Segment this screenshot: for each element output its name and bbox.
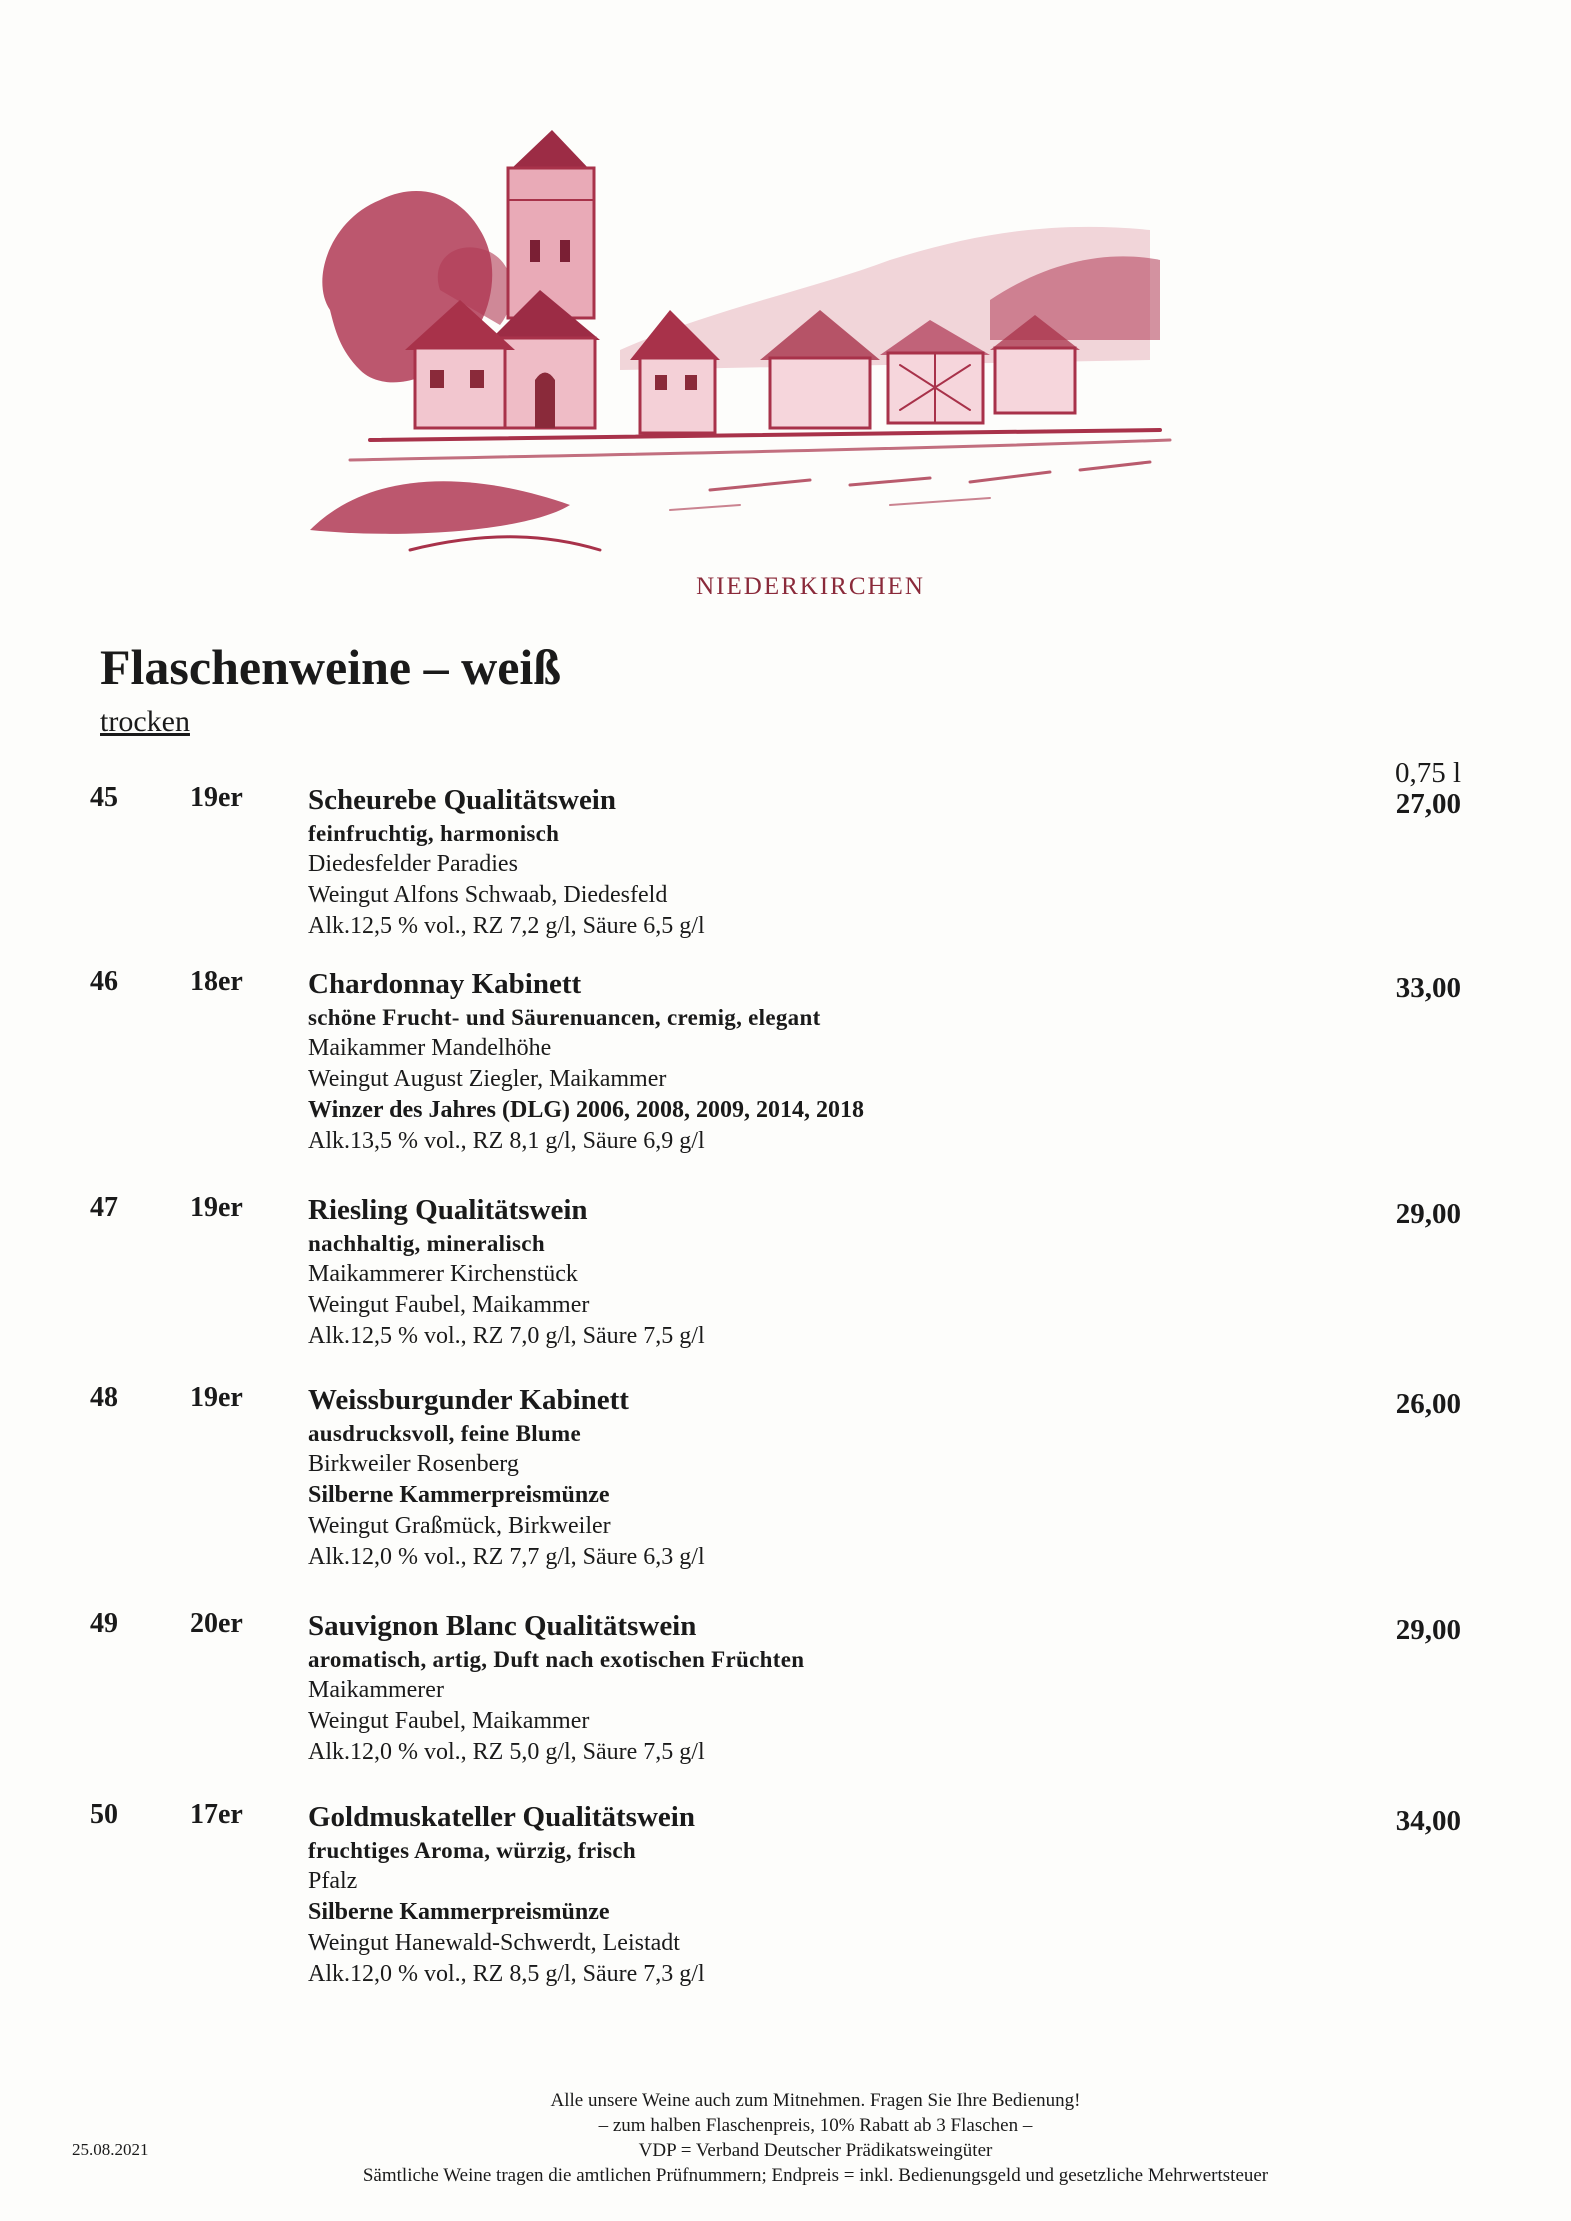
wine-analysis: Alk.12,5 % vol., RZ 7,0 g/l, Säure 7,5 g/l: [308, 1323, 705, 1349]
wine-site: Maikammerer Kirchenstück: [308, 1261, 578, 1287]
wine-site: Maikammerer: [308, 1677, 444, 1703]
wine-producer: Weingut Hanewald-Schwerdt, Leistadt: [308, 1930, 680, 1956]
wine-character: aromatisch, artig, Duft nach exotischen Früchten: [308, 1647, 805, 1672]
wine-analysis: Alk.13,5 % vol., RZ 8,1 g/l, Säure 6,9 g/l: [308, 1128, 705, 1154]
wine-analysis: Alk.12,0 % vol., RZ 7,7 g/l, Säure 6,3 g/l: [308, 1544, 705, 1570]
wine-producer: Weingut Graßmück, Birkweiler: [308, 1513, 611, 1539]
subtitle: trocken: [100, 705, 190, 738]
town-name: NIEDERKIRCHEN: [696, 573, 925, 600]
wine-vintage: 19er: [190, 1382, 243, 1413]
wine-character: nachhaltig, mineralisch: [308, 1231, 545, 1256]
wine-vintage: 19er: [190, 1192, 243, 1223]
page-title: Flaschenweine – weiß: [100, 639, 562, 695]
wine-name: Sauvignon Blanc Qualitätswein: [308, 1610, 697, 1642]
wine-vintage: 18er: [190, 966, 243, 997]
wine-name: Weissburgunder Kabinett: [308, 1384, 629, 1416]
wine-number: 49: [90, 1608, 118, 1639]
wine-producer: Weingut August Ziegler, Maikammer: [308, 1066, 667, 1092]
wine-vintage: 17er: [190, 1799, 243, 1830]
wine-name: Scheurebe Qualitätswein: [308, 784, 616, 816]
wine-name: Goldmuskateller Qualitätswein: [308, 1801, 695, 1833]
footer-line: – zum halben Flaschenpreis, 10% Rabatt ab 3 Flaschen –: [598, 2115, 1033, 2136]
wine-price: 34,00: [1395, 1805, 1461, 1837]
volume-header: 0,75 l: [1394, 757, 1461, 789]
village-illustration: [290, 110, 1250, 585]
wine-details: [308, 1192, 705, 1352]
wine-site: Birkweiler Rosenberg: [308, 1451, 519, 1477]
wine-vintage: 20er: [190, 1608, 243, 1639]
wine-number: 47: [90, 1192, 118, 1223]
wine-site: Maikammer Mandelhöhe: [308, 1035, 552, 1061]
wine-analysis: Alk.12,0 % vol., RZ 8,5 g/l, Säure 7,3 g/l: [308, 1961, 705, 1987]
wine-number: 48: [90, 1382, 118, 1413]
wine-price: 33,00: [1395, 972, 1461, 1004]
wine-name: Chardonnay Kabinett: [308, 968, 582, 1000]
wine-character: schöne Frucht- und Säurenuancen, cremig, elegant: [308, 1005, 821, 1030]
footer-line: Alle unsere Weine auch zum Mitnehmen. Fragen Sie Ihre Bedienung!: [550, 2090, 1081, 2111]
wine-details: [308, 1382, 705, 1573]
wine-analysis: Alk.12,5 % vol., RZ 7,2 g/l, Säure 6,5 g/l: [308, 913, 705, 939]
print-date: 25.08.2021: [72, 2140, 149, 2159]
wine-details: [308, 966, 864, 1157]
wine-price: 26,00: [1395, 1388, 1461, 1420]
footer-line: Sämtliche Weine tragen die amtlichen Prüfnummern; Endpreis = inkl. Bedienungsgeld und gesetzliche Mehrwertsteuer: [362, 2165, 1269, 2186]
wine-name: Riesling Qualitätswein: [308, 1194, 588, 1226]
wine-character: ausdrucksvoll, feine Blume: [308, 1421, 581, 1446]
wine-award: Winzer des Jahres (DLG) 2006, 2008, 2009, 2014, 2018: [308, 1097, 864, 1123]
wine-producer: Weingut Faubel, Maikammer: [308, 1292, 590, 1318]
wine-producer: Weingut Faubel, Maikammer: [308, 1708, 590, 1734]
wine-price: 27,00: [1395, 788, 1461, 820]
wine-number: 45: [90, 782, 118, 813]
wine-analysis: Alk.12,0 % vol., RZ 5,0 g/l, Säure 7,5 g/l: [308, 1739, 705, 1765]
wine-site: Pfalz: [308, 1868, 358, 1894]
wine-award: Silberne Kammerpreismünze: [308, 1482, 610, 1508]
wine-character: fruchtiges Aroma, würzig, frisch: [308, 1838, 636, 1863]
wine-award: Silberne Kammerpreismünze: [308, 1899, 610, 1925]
footer-line: VDP = Verband Deutscher Prädikatsweingüter: [638, 2140, 993, 2161]
wine-details: [308, 1799, 705, 1990]
wine-site: Diedesfelder Paradies: [308, 851, 518, 877]
wine-price: 29,00: [1395, 1198, 1461, 1230]
wine-number: 50: [90, 1799, 118, 1830]
wine-vintage: 19er: [190, 782, 243, 813]
wine-producer: Weingut Alfons Schwaab, Diedesfeld: [308, 882, 668, 908]
wine-details: [308, 1608, 804, 1768]
wine-number: 46: [90, 966, 118, 997]
wine-price: 29,00: [1395, 1614, 1461, 1646]
wine-details: [308, 782, 705, 942]
footer-notes: [0, 2088, 1571, 2188]
wine-character: feinfruchtig, harmonisch: [308, 821, 560, 846]
